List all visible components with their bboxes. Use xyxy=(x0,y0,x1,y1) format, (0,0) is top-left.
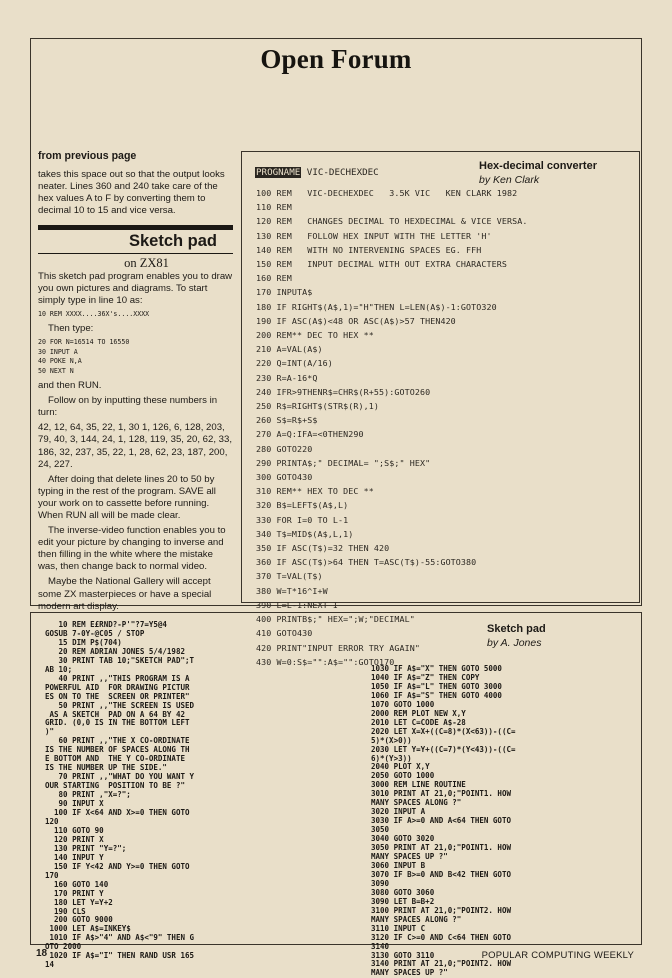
sketch-panel-title-block xyxy=(487,623,546,649)
paragraph-inverse: The inverse-video function enables you to edit your picture by changing to inverse and then filling in the white where the mistake was, then change back to normal video. xyxy=(38,525,226,573)
code-line: 390 L=L-1:NEXT I xyxy=(256,599,338,610)
code-line: 3050 PRINT AT 21,0;"POINT1. HOW xyxy=(371,843,511,853)
code-line: 330 FOR I=0 TO L-1 xyxy=(256,514,349,525)
code-line: 190 CLS xyxy=(45,906,86,916)
sketch-heading-box xyxy=(38,234,233,253)
code-line: 2010 LET C=CODE A$-28 xyxy=(371,717,466,727)
code-line: 250 R$=RIGHT$(STR$(R),1) xyxy=(256,401,379,412)
code-line: ES ON TO THE SCREEN OR PRINTER" xyxy=(45,691,190,701)
code-line: AS A SKETCH PAD ON A 64 BY 42 xyxy=(45,709,185,719)
code-line: IS THE NUMBER UP THE SIDE." xyxy=(45,763,167,773)
code-line: 150 IF Y<42 AND Y>=0 THEN GOTO xyxy=(45,861,190,871)
zx-listing-right xyxy=(371,665,631,978)
code-line: 100 IF X<64 AND X>=0 THEN GOTO xyxy=(45,808,190,818)
code-line: 2000 REM PLOT NEW X,Y xyxy=(371,708,466,718)
code-line: 1040 IF A$="Z" THEN COPY xyxy=(371,672,480,682)
code-line: 2030 LET Y=Y+((C=7)*(Y<43))-((C= xyxy=(371,744,516,754)
code-line: 220 Q=INT(A/16) xyxy=(256,358,333,369)
paragraph-after: After doing that delete lines 20 to 50 by typing in the rest of the program. SAVE all your work on to cassette before running. When RUN all will be made clear. xyxy=(38,473,216,521)
code-line: 2020 LET X=X+((C=8)*(X<63))-((C= xyxy=(371,726,516,736)
code-line: 2040 PLOT X,Y xyxy=(371,762,430,772)
code-line: 230 R=A-16*Q xyxy=(256,372,318,383)
sketch-panel-author: by A. Jones xyxy=(487,637,542,649)
code-line: 90 INPUT X xyxy=(45,799,104,809)
sketch-heading: Sketch pad xyxy=(128,232,217,251)
code-line: GRID. (0,0 IS IN THE BOTTOM LEFT xyxy=(45,718,190,728)
code-line: 1000 LET A$=INKEY$ xyxy=(45,924,131,934)
sketch-panel-title: Sketch pad xyxy=(487,623,546,635)
code-line: 3130 GOTO 3110 xyxy=(371,950,435,960)
code-line: 2050 GOTO 1000 xyxy=(371,771,435,781)
code-line: MANY SPACES UP ?" xyxy=(371,852,448,862)
hex-panel-title: Hex-decimal converter xyxy=(479,160,597,172)
code-line: OTO 2000 xyxy=(45,942,82,952)
code-line: IS THE NUMBER OF SPACES ALONG TH xyxy=(45,745,190,755)
code-line: POWERFUL AID FOR DRAWING PICTUR xyxy=(45,682,190,692)
code-line: 340 T$=MID$(A$,L,1) xyxy=(256,528,354,539)
code-line: 3040 GOTO 3020 xyxy=(371,834,435,844)
code-line: 14 xyxy=(45,960,55,970)
page-title: Open Forum xyxy=(260,44,412,74)
code-line: 30 INPUT A xyxy=(38,347,78,356)
code-line: 260 S$=R$+S$ xyxy=(256,415,318,426)
program-name-line xyxy=(255,167,379,178)
code-line: 280 GOTO220 xyxy=(256,443,313,454)
code-line: 3060 INPUT B xyxy=(371,860,426,870)
code-line: 3050 xyxy=(371,825,390,835)
code-line: 140 INPUT Y xyxy=(45,852,104,862)
code-line: E BOTTOM AND THE Y CO-ORDINATE xyxy=(45,754,185,764)
paragraph-follow: Follow on by inputting these numbers in turn: xyxy=(38,395,218,419)
code-line: 3080 GOTO 3060 xyxy=(371,887,435,897)
code-line: 300 GOTO430 xyxy=(256,472,313,483)
code-line: 3140 PRINT AT 21,0;"POINT2. HOW xyxy=(371,959,511,969)
zx-listing-left xyxy=(45,621,300,970)
code-line: 160 GOTO 140 xyxy=(45,879,109,889)
code-line: 1020 IF A$="I" THEN RAND USR 165 xyxy=(45,951,195,961)
code-line-10: 10 REM XXXX....36X's....XXXX xyxy=(38,309,150,318)
code-line: 110 REM xyxy=(256,202,292,213)
code-line: 3110 INPUT C xyxy=(371,923,426,933)
code-line: 40 POKE N,A xyxy=(38,357,82,366)
code-line: 170 xyxy=(45,870,59,880)
code-line: 3140 xyxy=(371,941,390,951)
program-name: VIC-DECHEXDEC xyxy=(301,167,379,178)
code-line: MANY SPACES ALONG ?" xyxy=(371,798,462,808)
code-line: 1070 GOTO 1000 xyxy=(371,699,435,709)
code-line: 190 IF ASC(A$)<48 OR ASC(A$)>57 THEN420 xyxy=(256,315,456,326)
code-line: 1050 IF A$="L" THEN GOTO 3000 xyxy=(371,681,502,691)
code-line: 80 PRINT ,"X=?"; xyxy=(45,790,131,800)
code-line: 270 A=Q:IFA=<0THEN290 xyxy=(256,429,364,440)
code-line: 120 PRINT X xyxy=(45,834,104,844)
code-line: 120 xyxy=(45,816,59,826)
code-line: 200 REM** DEC TO HEX ** xyxy=(256,330,374,341)
code-line: 200 GOTO 9000 xyxy=(45,915,113,925)
code-line: 1030 IF A$="X" THEN GOTO 5000 xyxy=(371,664,502,673)
section-rule xyxy=(38,225,233,230)
then-type-label: Then type: xyxy=(48,323,94,335)
code-line: 3090 xyxy=(371,878,390,888)
code-line: OUR STARTING POSITION TO BE ?" xyxy=(45,781,185,791)
code-line: MANY SPACES UP ?" xyxy=(371,968,448,978)
code-line: 3120 IF C>=0 AND C<64 THEN GOTO xyxy=(371,932,511,942)
article-column xyxy=(38,150,233,616)
code-line: 420 PRINT"INPUT ERROR TRY AGAIN" xyxy=(256,642,420,653)
code-line: 30 PRINT TAB 10;"SKETCH PAD";T xyxy=(45,655,195,665)
code-line: 6)*(Y>3)) xyxy=(371,753,412,763)
code-line: 320 B$=LEFT$(A$,L) xyxy=(256,500,349,511)
magazine-name: POPULAR COMPUTING WEEKLY xyxy=(481,950,634,961)
page-number: 18 xyxy=(36,948,48,959)
code-line: 180 IF RIGHT$(A$,1)="H"THEN L=LEN(A$)-1:GOTO320 xyxy=(256,301,497,312)
code-line: 290 PRINTA$;" DECIMAL= ";S$;" HEX" xyxy=(256,457,431,468)
code-line: 430 W=0:S$="":A$="":GOTO170 xyxy=(256,656,395,667)
code-line: 210 A=VAL(A$) xyxy=(256,344,323,355)
paragraph-intro: This sketch pad program enables you to draw you own pictures and diagrams. To start simply type in line 10 as: xyxy=(38,270,233,306)
code-line: 380 W=T*16^I+W xyxy=(256,585,328,596)
code-line: 60 PRINT ,,"THE X CO-ORDINATE xyxy=(45,736,190,746)
code-line: 410 GOTO430 xyxy=(256,628,313,639)
code-line: 160 REM xyxy=(256,273,292,284)
paragraph-gallery: Maybe the National Gallery will accept some ZX masterpieces or have a special modern art display. xyxy=(38,576,212,612)
code-line: 350 IF ASC(T$)=32 THEN 420 xyxy=(256,543,390,554)
code-line: 120 REM CHANGES DECIMAL TO HEXDECIMAL & VICE VERSA. xyxy=(256,216,528,227)
code-line: 170 INPUTA$ xyxy=(256,287,313,298)
code-line: 140 REM WITH NO INTERVENING SPACES EG. FFH xyxy=(256,244,482,255)
code-line: 3100 PRINT AT 21,0;"POINT2. HOW xyxy=(371,905,511,915)
code-line: 360 IF ASC(T$)>64 THEN T=ASC(T$)-55:GOTO380 xyxy=(256,557,477,568)
code-line: 3000 REM LINE ROUTINE xyxy=(371,780,466,790)
code-line: 20 REM ADRIAN JONES 5/4/1982 xyxy=(45,646,185,656)
machine-code-loader xyxy=(38,338,233,376)
code-line: 3020 INPUT A xyxy=(371,807,426,817)
number-list: 42, 12, 64, 35, 22, 1, 30 1, 126, 6, 128, 203, 79, 40, 3, 144, 24, 1, 128, 119, 35, 20, 62, 33, 186, 32, 237, 35, 22, 1, 28, 62, 23, 187, 200, 24, 227. xyxy=(38,422,232,470)
code-line: 170 PRINT Y xyxy=(45,888,104,898)
code-line: 15 DIM P$(704) xyxy=(45,637,122,647)
progname-label: PROGNAME xyxy=(256,167,301,178)
code-line: 150 REM INPUT DECIMAL WITH OUT EXTRA CHARACTERS xyxy=(256,259,508,270)
code-line: 400 PRINTB$;" HEX=";W;"DECIMAL" xyxy=(256,614,415,625)
code-line: 20 FOR N=16514 TO 16550 xyxy=(38,338,130,347)
code-line: 370 T=VAL(T$) xyxy=(256,571,323,582)
code-line: 3030 IF A>=0 AND A<64 THEN GOTO xyxy=(371,816,511,826)
code-line: 180 LET Y=Y+2 xyxy=(45,897,113,907)
from-previous-label: from previous page xyxy=(38,150,137,162)
intro-paragraph: takes this space out so that the output looks neater. Lines 360 and 240 take care of the hex values A to F by converting them to decimal 10 to 15 and vice versa. xyxy=(38,169,225,217)
code-line: 1060 IF A$="S" THEN GOTO 4000 xyxy=(371,690,502,700)
code-line: )" xyxy=(45,727,55,737)
code-line: GOSUB 7-0Y-@C05 / STOP xyxy=(45,628,145,638)
code-line: 130 REM FOLLOW HEX INPUT WITH THE LETTER 'H' xyxy=(256,230,492,241)
code-line: 3070 IF B>=0 AND B<42 THEN GOTO xyxy=(371,869,511,879)
code-line: 100 REM VIC-DECHEXDEC 3.5K VIC KEN CLARK 1982 xyxy=(256,188,518,198)
code-line: 1010 IF A$>"4" AND A$<"9" THEN G xyxy=(45,933,195,943)
paragraph-run: and then RUN. xyxy=(38,380,102,392)
vic-program-listing xyxy=(256,186,636,669)
code-line: 10 REM E£RND?-P'"?7=Y5@4 xyxy=(45,620,167,629)
code-line: MANY SPACES ALONG ?" xyxy=(371,914,462,924)
hex-panel-author: by Ken Clark xyxy=(479,174,540,186)
sketch-subheading: on ZX81 xyxy=(124,255,169,270)
code-line: 5)*(X>0)) xyxy=(371,735,412,745)
code-line: 70 PRINT ,,"WHAT DO YOU WANT Y xyxy=(45,772,195,782)
code-line: 130 PRINT "Y=?"; xyxy=(45,843,127,853)
code-line: 240 IFR>9THENR$=CHR$(R+55):GOTO260 xyxy=(256,386,431,397)
code-line: AB 10; xyxy=(45,664,73,674)
code-line: 40 PRINT ,,"THIS PROGRAM IS A xyxy=(45,673,190,683)
hex-panel-title-block xyxy=(479,160,621,186)
code-line: 310 REM** HEX TO DEC ** xyxy=(256,486,374,497)
code-line: 3090 LET B=B+2 xyxy=(371,896,435,906)
code-line: 50 PRINT ,,"THE SCREEN IS USED xyxy=(45,700,195,710)
code-line: 50 NEXT N xyxy=(38,366,74,375)
code-line: 3010 PRINT AT 21,0;"POINT1. HOW xyxy=(371,789,511,799)
code-line: 110 GOTO 90 xyxy=(45,825,104,835)
